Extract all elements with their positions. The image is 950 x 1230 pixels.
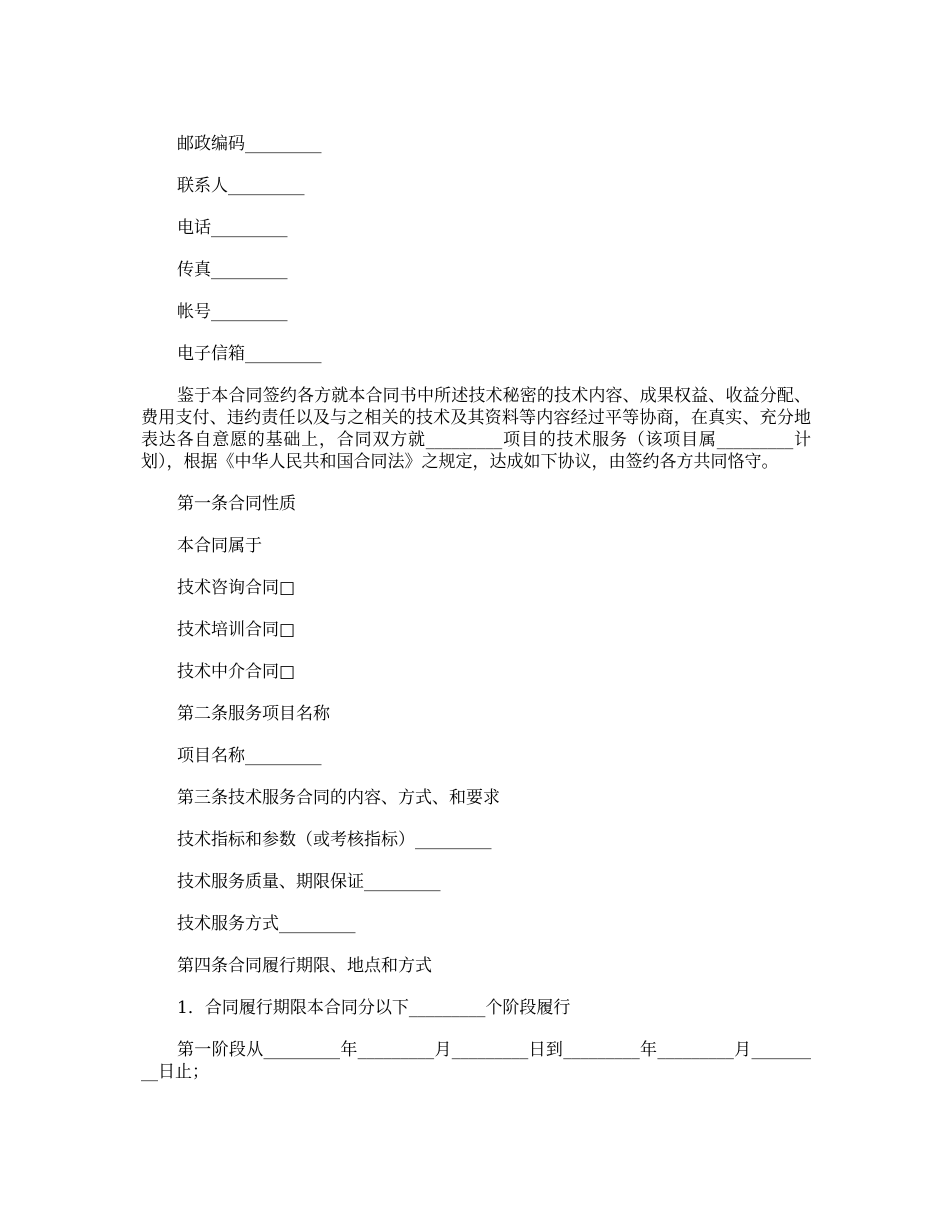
service-method-line: 技术服务方式_________	[177, 914, 356, 934]
account-line: 帐号_________	[177, 302, 288, 322]
article-2-heading: 第二条服务项目名称	[177, 704, 330, 724]
postal-code-line: 邮政编码_________	[177, 134, 322, 154]
preamble-paragraph: 鉴于本合同签约各方就本合同书中所述技术秘密的技术内容、成果权益、收益分配、费用支付、违约责任以及与之相关的技术及其资料等内容经过平等协商，在真实、充分地表达各自意愿的基础上，合同双方就_________项目的技术服务（该项目属_________计划），根据《中华人民共和国合同法》之规定，达成如下协议，由签约各方共同恪守。	[141, 386, 811, 472]
article-1-heading: 第一条合同性质	[177, 494, 296, 514]
contract-type-intro: 本合同属于	[177, 536, 262, 556]
consulting-contract-option: 技术咨询合同□	[177, 578, 296, 598]
quality-guarantee-line: 技术服务质量、期限保证_________	[177, 872, 441, 892]
project-name-line: 项目名称_________	[177, 746, 322, 766]
phone-line: 电话_________	[177, 218, 288, 238]
performance-period-line: 1．合同履行期限本合同分以下_________个阶段履行	[177, 998, 571, 1018]
article-3-heading: 第三条技术服务合同的内容、方式、和要求	[177, 788, 500, 808]
fax-line: 传真_________	[177, 260, 288, 280]
technical-indicators-line: 技术指标和参数（或考核指标）_________	[177, 830, 492, 850]
training-contract-option: 技术培训合同□	[177, 620, 296, 640]
phase-1-line: 第一阶段从_________年_________月_________日到_________年_________月_________日止；	[141, 1040, 811, 1082]
intermediary-contract-option: 技术中介合同□	[177, 662, 296, 682]
document-body	[141, 133, 811, 1103]
article-4-heading: 第四条合同履行期限、地点和方式	[177, 956, 432, 976]
contact-person-line: 联系人_________	[177, 176, 305, 196]
email-line: 电子信箱_________	[177, 344, 322, 364]
